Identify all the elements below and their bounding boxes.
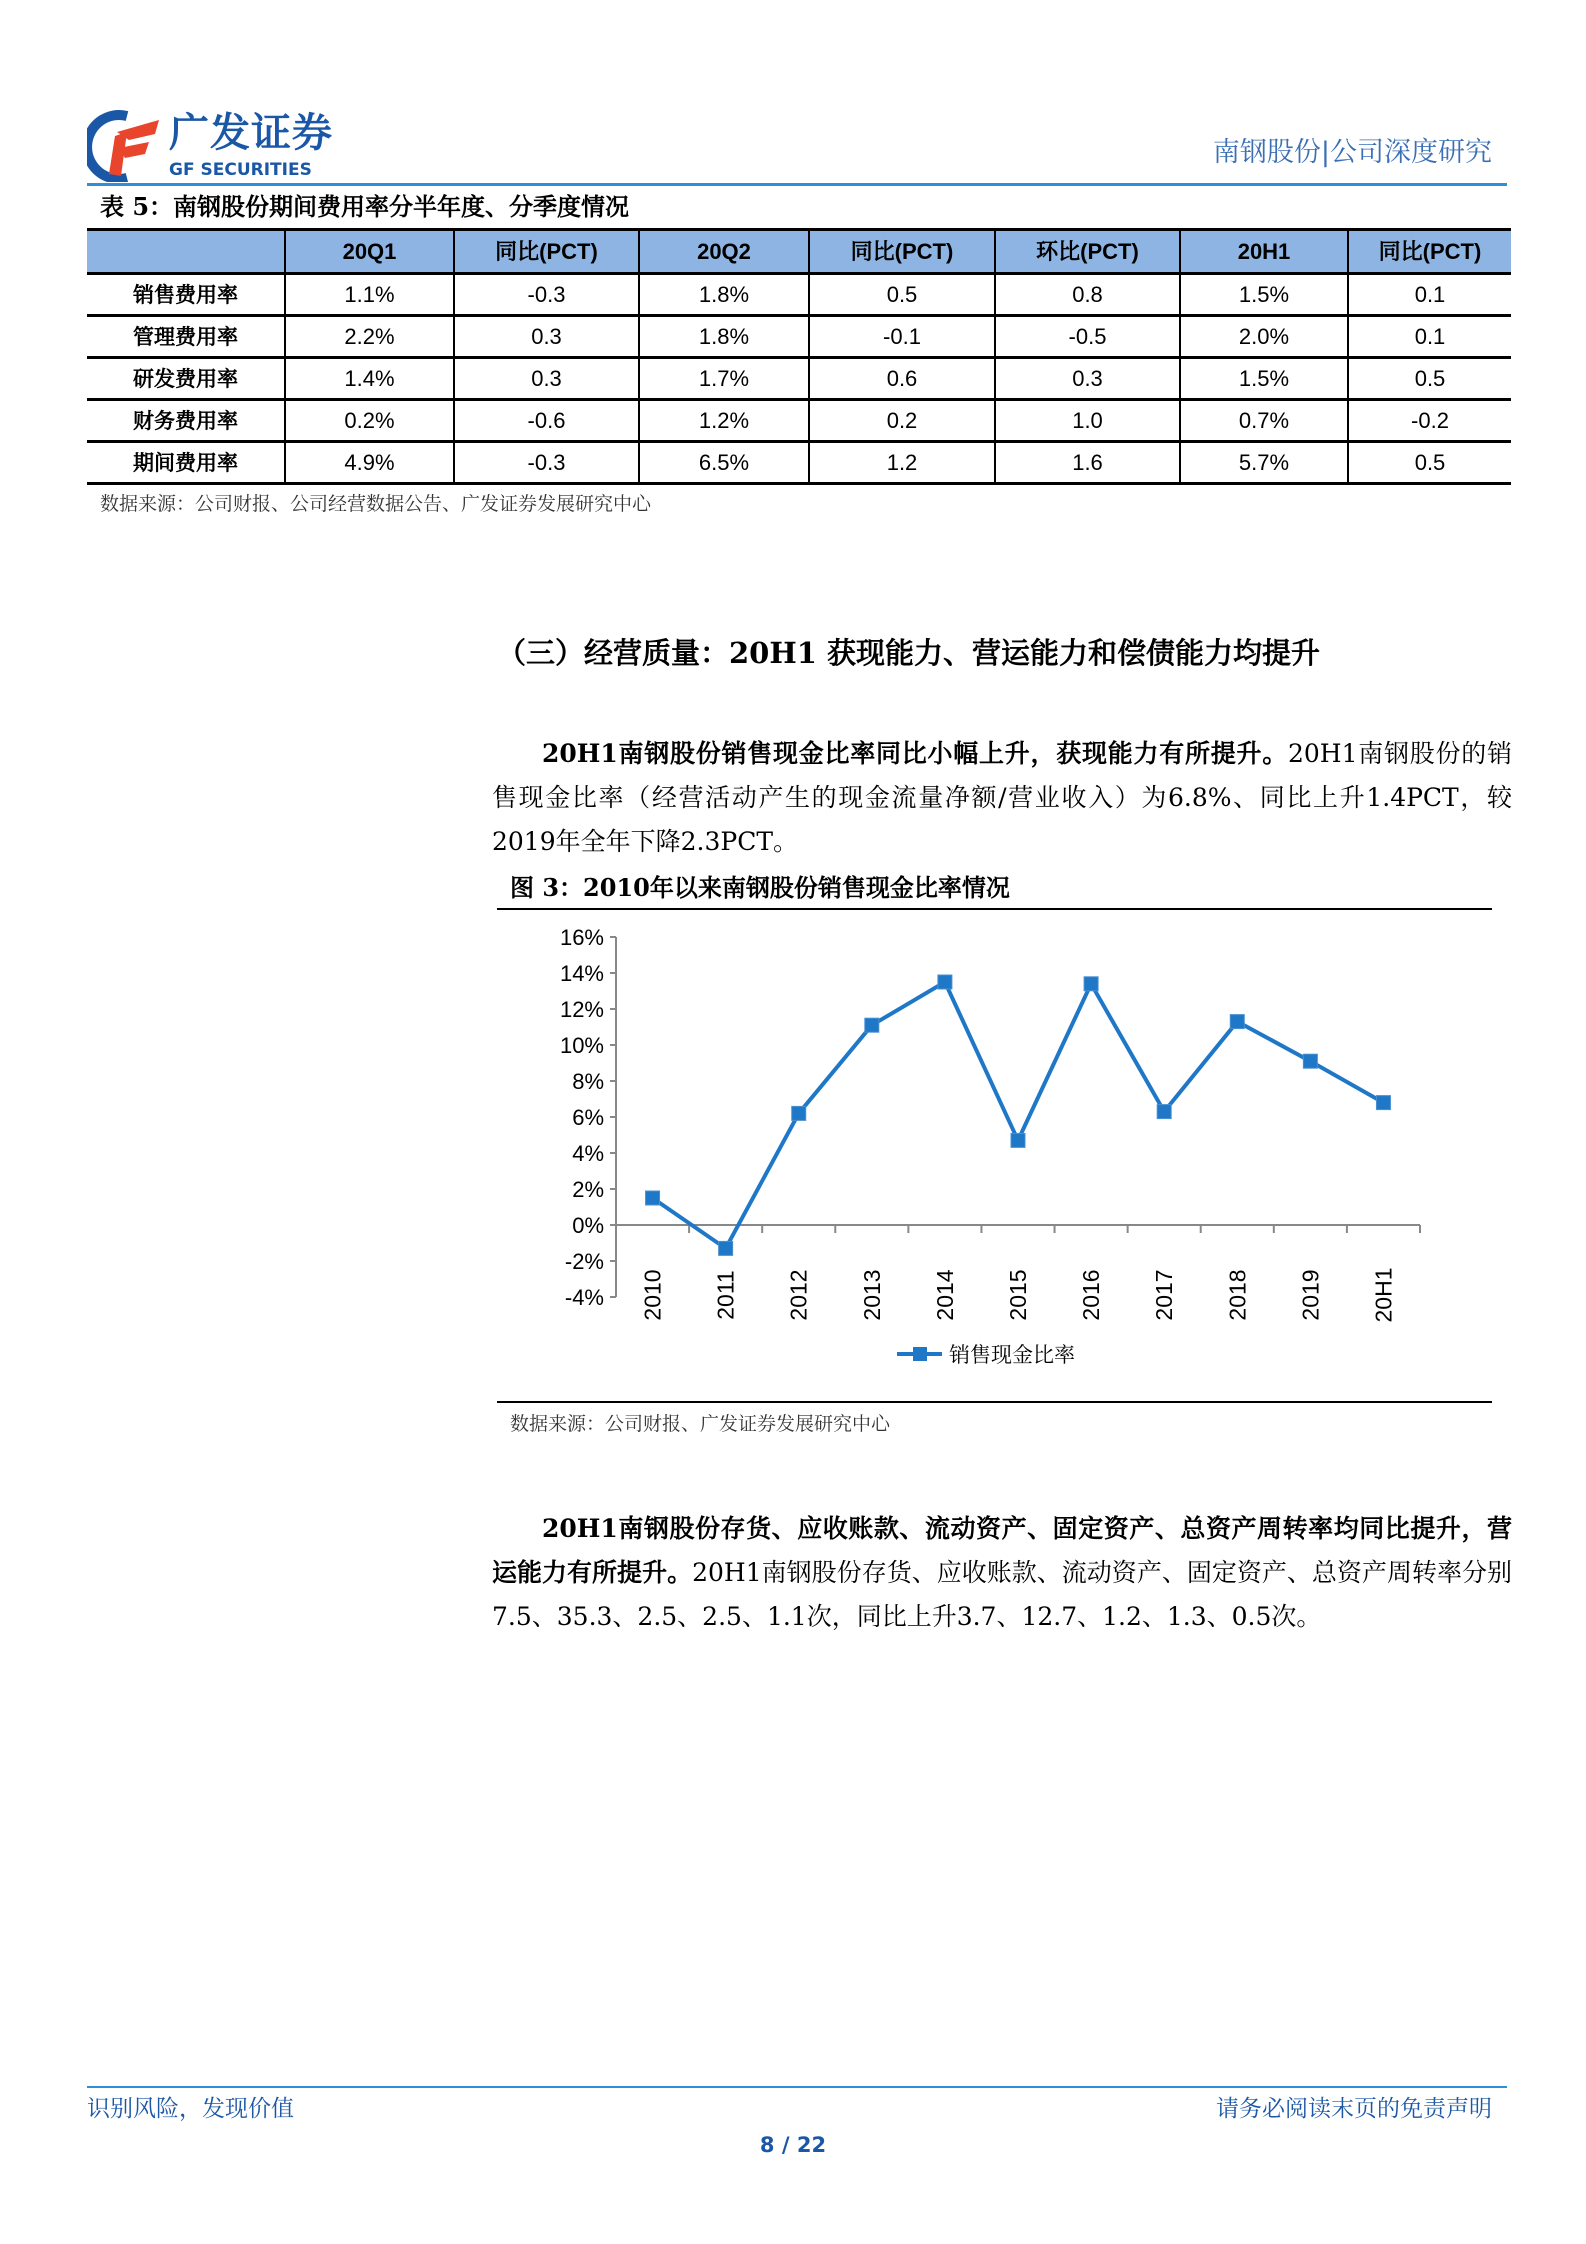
gf-logo bbox=[87, 110, 337, 182]
table-cell: 1.8% bbox=[639, 274, 809, 316]
table-header-cell: 环比(PCT) bbox=[995, 230, 1180, 274]
table-cell: -0.3 bbox=[454, 442, 639, 484]
paragraph-lead: 20H1南钢股份存货、应收账款、流动资产、固定资产、总资产周转率均同比提升，营运能力有所提升。 bbox=[492, 1514, 1512, 1587]
table-header-cell: 20Q1 bbox=[285, 230, 454, 274]
table-header-cell: 20H1 bbox=[1180, 230, 1348, 274]
table-cell: 0.3 bbox=[454, 316, 639, 358]
gf-logo-mark-icon bbox=[87, 110, 167, 182]
table-header-row bbox=[87, 230, 1511, 274]
x-tick-label: 2010 bbox=[639, 1269, 666, 1321]
table-cell: 1.8% bbox=[639, 316, 809, 358]
footer-disclaimer: 请务必阅读末页的免责声明 bbox=[1216, 2096, 1492, 2122]
table-cell: 0.7% bbox=[1180, 400, 1348, 442]
table-cell: 0.3 bbox=[995, 358, 1180, 400]
table-row bbox=[87, 358, 1511, 400]
x-tick-label: 2019 bbox=[1297, 1269, 1324, 1321]
data-point bbox=[1084, 977, 1098, 991]
x-tick-label: 2015 bbox=[1005, 1269, 1031, 1321]
row-label: 财务费用率 bbox=[87, 400, 285, 442]
table-cell: -0.3 bbox=[454, 274, 639, 316]
table-cell: 0.3 bbox=[454, 358, 639, 400]
table-cell: 0.5 bbox=[1348, 358, 1511, 400]
table-cell: -0.2 bbox=[1348, 400, 1511, 442]
figure-source: 数据来源：公司财报、广发证券发展研究中心 bbox=[510, 1413, 891, 1435]
table-cell: 4.9% bbox=[285, 442, 454, 484]
row-label: 研发费用率 bbox=[87, 358, 285, 400]
table-cell: 0.6 bbox=[809, 358, 995, 400]
paragraph-body: 20H1南钢股份的销售现金比率（经营活动产生的现金流量净额/营业收入）为6.8%、同比上升1.4PCT，较2019年全年下降2.3PCT。 bbox=[492, 739, 1512, 856]
x-tick-label: 2017 bbox=[1151, 1269, 1178, 1321]
footer-divider bbox=[87, 2086, 1507, 2088]
table-cell: 1.5% bbox=[1180, 274, 1348, 316]
x-tick-label: 2011 bbox=[712, 1270, 739, 1320]
row-label: 期间费用率 bbox=[87, 442, 285, 484]
table-cell: 2.0% bbox=[1180, 316, 1348, 358]
y-tick-label: -4% bbox=[564, 1285, 604, 1310]
table-row bbox=[87, 442, 1511, 484]
footer-slogan: 识别风险，发现价值 bbox=[87, 2096, 294, 2122]
x-tick-label: 2012 bbox=[785, 1269, 812, 1321]
y-tick-label: 4% bbox=[572, 1141, 604, 1166]
table-cell: 0.1 bbox=[1348, 274, 1511, 316]
y-tick-label: -2% bbox=[564, 1249, 604, 1274]
table-cell: -0.1 bbox=[809, 316, 995, 358]
table-cell: 1.6 bbox=[995, 442, 1180, 484]
series-line bbox=[653, 982, 1384, 1248]
row-label: 管理费用率 bbox=[87, 316, 285, 358]
x-tick-label: 2014 bbox=[931, 1269, 958, 1321]
figure-top-rule bbox=[497, 908, 1492, 910]
table-cell: 2.2% bbox=[285, 316, 454, 358]
y-tick-label: 10% bbox=[559, 1033, 604, 1058]
table-cell: -0.6 bbox=[454, 400, 639, 442]
y-tick-label: 16% bbox=[559, 925, 604, 950]
data-point bbox=[1303, 1054, 1317, 1068]
table-header-cell: 同比(PCT) bbox=[454, 230, 639, 274]
table-cell: 1.4% bbox=[285, 358, 454, 400]
y-tick-label: 2% bbox=[572, 1177, 604, 1202]
table-cell: 0.2% bbox=[285, 400, 454, 442]
table-cell: 0.8 bbox=[995, 274, 1180, 316]
x-tick-label: 2016 bbox=[1078, 1269, 1105, 1321]
paragraph-cash-ratio bbox=[492, 732, 1512, 864]
table-block bbox=[87, 190, 1511, 517]
y-tick-label: 14% bbox=[559, 961, 604, 986]
expense-rate-table bbox=[87, 228, 1511, 485]
table-header-cell: 20Q2 bbox=[639, 230, 809, 274]
x-tick-label: 2018 bbox=[1224, 1269, 1251, 1321]
table-header-cell: 同比(PCT) bbox=[1348, 230, 1511, 274]
table-cell: 0.5 bbox=[1348, 442, 1511, 484]
data-point bbox=[719, 1241, 733, 1255]
table-cell: 0.1 bbox=[1348, 316, 1511, 358]
table-cell: 1.2% bbox=[639, 400, 809, 442]
paragraph-turnover bbox=[492, 1507, 1512, 1639]
table-row bbox=[87, 400, 1511, 442]
table-cell: 5.7% bbox=[1180, 442, 1348, 484]
x-tick-label: 20H1 bbox=[1370, 1267, 1397, 1323]
legend-label: 销售现金比率 bbox=[949, 1343, 1075, 1367]
paragraph-body: 20H1南钢股份存货、应收账款、流动资产、固定资产、总资产周转率分别7.5、35.3、2.5、2.5、1.1次，同比上升3.7、12.7、1.2、1.3、0.5次。 bbox=[492, 1558, 1512, 1631]
row-label: 销售费用率 bbox=[87, 274, 285, 316]
table-title: 表 5：南钢股份期间费用率分半年度、分季度情况 bbox=[100, 192, 630, 221]
logo-en: GF SECURITIES bbox=[169, 160, 312, 180]
table-cell: 0.2 bbox=[809, 400, 995, 442]
table-row bbox=[87, 316, 1511, 358]
body-column bbox=[492, 732, 1512, 1639]
table-cell: 6.5% bbox=[639, 442, 809, 484]
table-header-cell: 同比(PCT) bbox=[809, 230, 995, 274]
paragraph-lead: 20H1南钢股份销售现金比率同比小幅上升，获现能力有所提升。 bbox=[542, 739, 1288, 768]
data-point bbox=[1230, 1015, 1244, 1029]
cash-ratio-line-chart bbox=[497, 913, 1492, 1401]
section-heading: （三）经营质量：20H1 获现能力、营运能力和偿债能力均提升 bbox=[497, 636, 1321, 670]
logo-cn: 广发证券 bbox=[169, 110, 333, 156]
table-header-cell bbox=[87, 230, 285, 274]
header-report-type: 南钢股份|公司深度研究 bbox=[1212, 137, 1492, 168]
data-point bbox=[1011, 1133, 1025, 1147]
legend-marker bbox=[913, 1347, 927, 1361]
header-divider bbox=[87, 183, 1507, 186]
y-tick-label: 8% bbox=[572, 1069, 604, 1094]
table-cell: 1.5% bbox=[1180, 358, 1348, 400]
y-tick-label: 0% bbox=[572, 1213, 604, 1238]
data-point bbox=[792, 1106, 806, 1120]
table-cell: 0.5 bbox=[809, 274, 995, 316]
table-source: 数据来源：公司财报、公司经营数据公告、广发证券发展研究中心 bbox=[100, 493, 652, 515]
table-cell: 1.0 bbox=[995, 400, 1180, 442]
figure-bottom-rule bbox=[497, 1401, 1492, 1403]
data-point bbox=[938, 975, 952, 989]
y-tick-label: 12% bbox=[559, 997, 604, 1022]
table-cell: 1.7% bbox=[639, 358, 809, 400]
figure-title: 图 3：2010年以来南钢股份销售现金比率情况 bbox=[510, 873, 1010, 902]
data-point bbox=[1157, 1105, 1171, 1119]
table-cell: -0.5 bbox=[995, 316, 1180, 358]
data-point bbox=[1376, 1096, 1390, 1110]
page-number: 8 / 22 bbox=[759, 2133, 827, 2157]
table-cell: 1.1% bbox=[285, 274, 454, 316]
data-point bbox=[646, 1191, 660, 1205]
table-row bbox=[87, 274, 1511, 316]
table-cell: 1.2 bbox=[809, 442, 995, 484]
x-tick-label: 2013 bbox=[858, 1269, 885, 1321]
y-tick-label: 6% bbox=[572, 1105, 604, 1130]
data-point bbox=[865, 1018, 879, 1032]
